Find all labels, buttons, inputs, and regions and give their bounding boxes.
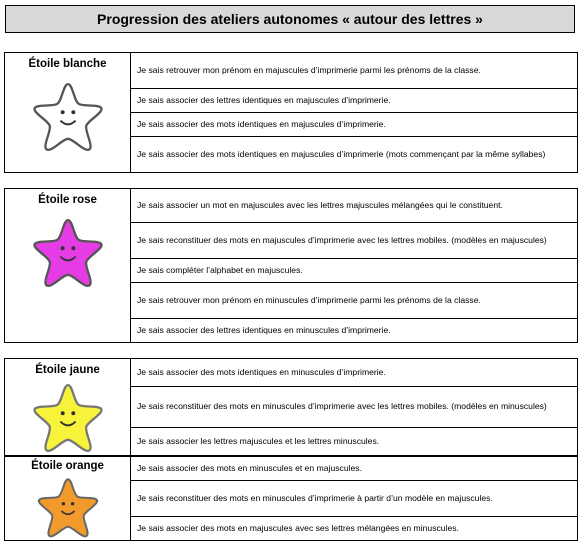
section-label-cell	[5, 189, 131, 343]
list-item: Je sais associer des lettres identiques en majuscules d’imprimerie.	[131, 89, 578, 113]
list-item: Je sais reconstituer des mots en minuscules d’imprimerie à partir d’un modèle en majuscules.	[131, 480, 578, 517]
list-item: Je sais retrouver mon prénom en majuscules d’imprimerie parmi les prénoms de la classe.	[131, 53, 578, 89]
list-item: Je sais associer un mot en majuscules avec les lettres majuscules mélangées qui le constituent.	[131, 189, 578, 223]
section-name: Étoile rose	[38, 194, 97, 206]
section-name: Étoile blanche	[28, 58, 107, 70]
list-item: Je sais associer des mots identiques en minuscules d’imprimerie.	[131, 359, 578, 387]
section-label-cell	[5, 359, 131, 456]
list-item: Je sais associer des mots en majuscules avec ses lettres mélangées en minuscules.	[131, 517, 578, 541]
section-label-cell	[5, 53, 131, 173]
section-etoile-blanche	[4, 52, 578, 173]
list-item: Je sais associer les lettres majuscules et les lettres minuscules.	[131, 428, 578, 456]
list-item: Je sais associer des mots en minuscules et en majuscules.	[131, 457, 578, 481]
orange-star-icon	[35, 474, 101, 540]
list-item: Je sais reconstituer des mots en minuscules d’imprimerie avec les lettres mobiles. (modèles en minuscules)	[131, 386, 578, 428]
pink-star-icon	[30, 214, 106, 290]
section-etoile-jaune	[4, 358, 578, 456]
section-name: Étoile orange	[31, 460, 104, 472]
yellow-star-icon	[30, 379, 106, 455]
page-title-text: Progression des ateliers autonomes « autour des lettres »	[97, 11, 483, 27]
list-item: Je sais associer des mots identiques en majuscules d’imprimerie (mots commençant par la même syllabes)	[131, 137, 578, 173]
section-label-cell	[5, 457, 131, 541]
list-item: Je sais compléter l’alphabet en majuscules.	[131, 259, 578, 283]
list-item: Je sais associer des lettres identiques en minuscules d’imprimerie.	[131, 319, 578, 343]
list-item: Je sais associer des mots identiques en majuscules d’imprimerie.	[131, 113, 578, 137]
white-star-icon	[30, 78, 106, 154]
list-item: Je sais retrouver mon prénom en minuscules d’imprimerie parmi les prénoms de la classe.	[131, 283, 578, 319]
section-name: Étoile jaune	[35, 364, 100, 376]
page-title	[5, 5, 575, 33]
list-item: Je sais reconstituer des mots en majuscules d’imprimerie avec les lettres mobiles. (modèles en majuscules)	[131, 223, 578, 259]
section-etoile-rose	[4, 188, 578, 343]
section-etoile-orange	[4, 456, 578, 541]
